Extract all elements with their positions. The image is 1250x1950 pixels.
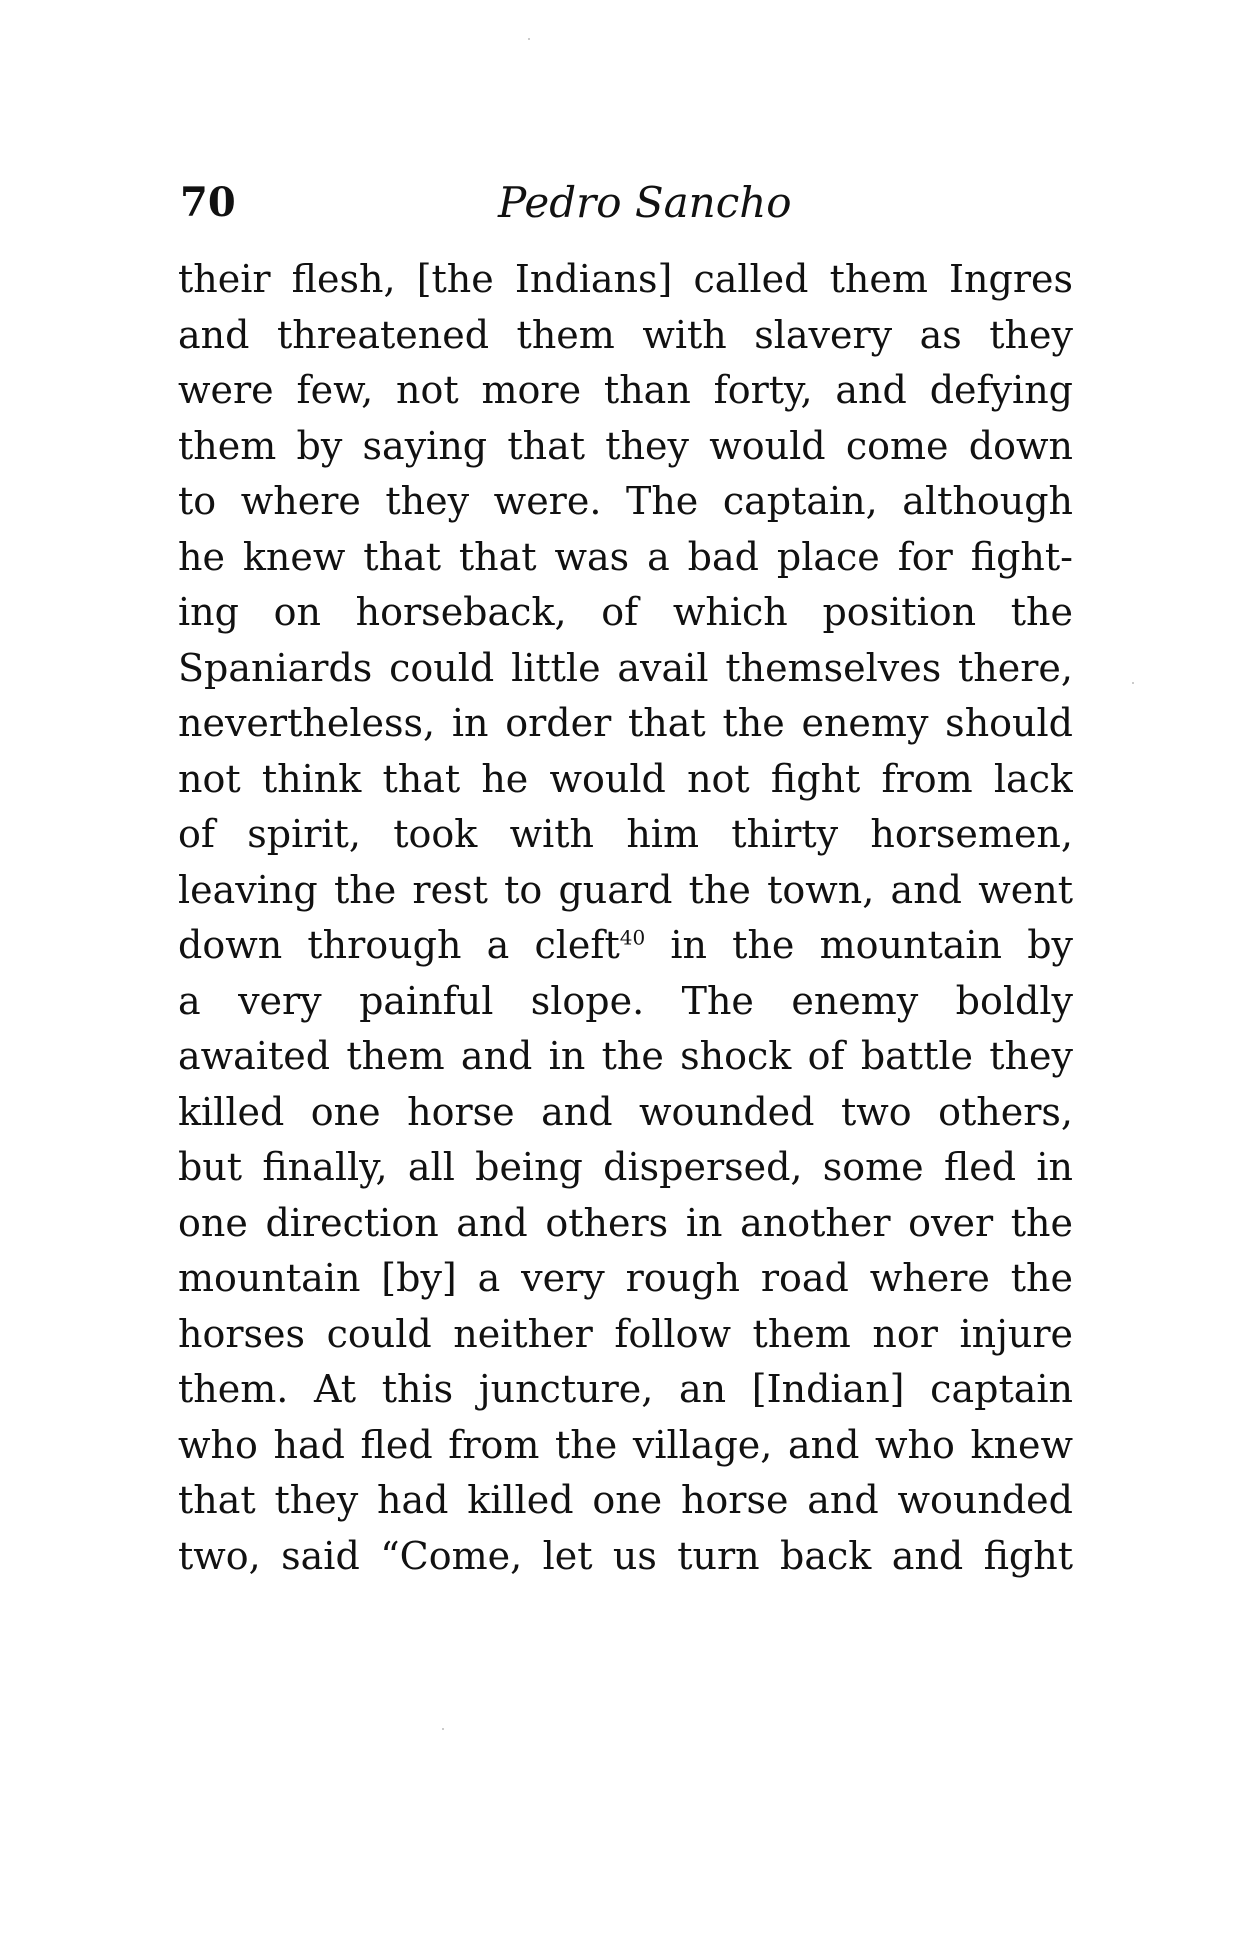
page-header [180,178,1070,228]
footnote-marker[interactable]: 40 [619,925,646,950]
paper-speck [528,38,530,40]
running-title: Pedro Sancho [498,178,792,227]
text-line: but finally, all being dispersed, some fled in [178,1145,1073,1189]
text-line: of spirit, took with him thirty horsemen, [178,812,1073,856]
text-line: ing on horseback, of which position the [178,590,1073,634]
text-line: their flesh, [the Indians] called them Ingres [178,257,1073,301]
text-line: one direction and others in another over the [178,1200,1073,1245]
text-line: nevertheless, in order that the enemy should [178,701,1073,745]
text-line: and threatened them with slavery as they [178,312,1073,357]
text-line: them. At this juncture, an [Indian] captain [178,1367,1073,1411]
text-line: mountain [by] a very rough road where the [178,1256,1073,1300]
text-line: two, said “Come, let us turn back and fight [178,1533,1073,1578]
text-line: a very painful slope. The enemy boldly [178,978,1073,1023]
text-line: killed one horse and wounded two others, [178,1089,1073,1134]
page-number: 70 [180,179,236,226]
text-line: to where they were. The captain, although [178,479,1073,523]
text-line: that they had killed one horse and wounded [178,1478,1073,1522]
text-line: were few, not more than forty, and defying [178,368,1073,412]
footnote-line-after: in the mountain by [670,923,1073,967]
text-line: awaited them and in the shock of battle they [178,1034,1073,1078]
body-text [178,252,1073,1584]
text-line: them by saying that they would come down [178,423,1073,468]
text-line-with-footnote [178,918,1073,974]
text-line: horses could neither follow them nor injure [178,1311,1073,1356]
paper-speck [442,1728,444,1730]
text-line: who had fled from the village, and who knew [178,1422,1073,1467]
text-line: he knew that that was a bad place for fight- [178,534,1073,579]
footnote-line-before: down through a cleft [178,923,620,967]
text-line: Spaniards could little avail themselves there, [178,645,1073,690]
paper-speck [1132,682,1134,684]
text-line: not think that he would not fight from lack [178,756,1073,801]
text-line: leaving the rest to guard the town, and went [178,867,1073,912]
